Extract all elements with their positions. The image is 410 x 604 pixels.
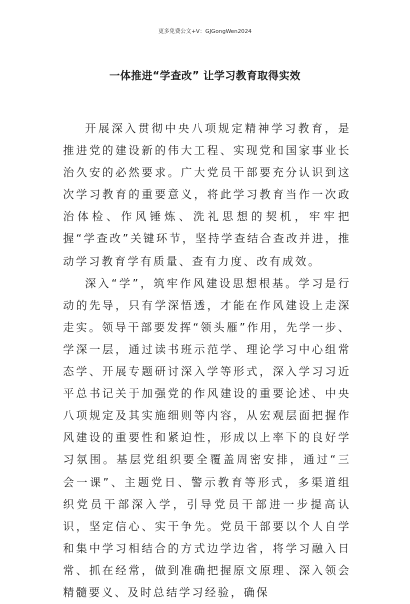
header-note: 更多免费公文+V：GJGongWen2024: [158, 29, 252, 35]
document-title: 一体推进“学查改” 让学习教育取得实效: [109, 70, 301, 82]
paragraph-1: 开展深入贯彻中央八项规定精神学习教育，是推进党的建设新的伟大工程、实现党和国家事业长治久安的必然要求。广大党员干部要充分认识到这次学习教育的重要意义，将此学习教育当作一次政治体检、作风锤炼、洗礼思想的契机，牢牢把握“学查改”关键环节，坚持学查结合查改并进，推动学习教育学有质量、查有力度、改有成效。: [63, 122, 351, 268]
document-body: [63, 118, 351, 604]
paragraph-2: 深入“学”，筑牢作风建设思想根基。学习是行动的先导，只有学深悟透，才能在作风建设上走深走实。领导干部要发挥“领头雁”作用，先学一步、学深一层，通过读书班示范学、理论学习中心组常态学、开展专题研讨深入学等形式，深入学习习近平总书记关于加强党的作风建设的重要论述、中央八项规定及其实施细则等内容，从宏观层面把握作风建设的重要性和紧迫性，形成以上率下的良好学习氛围。基层党组织要全覆盖周密安排，通过“三会一课”、主题党日、警示教育等形式，多渠道组织党员干部深入学，引导党员干部进一步提高认识，坚定信心、实干争先。党员干部要以个人自学和集中学习相结合的方式边学边省，将学习融入日常、抓在经常，做到准确把握原文原理、深入领会精髓要义、及时总结学习经验，确保: [63, 276, 351, 599]
